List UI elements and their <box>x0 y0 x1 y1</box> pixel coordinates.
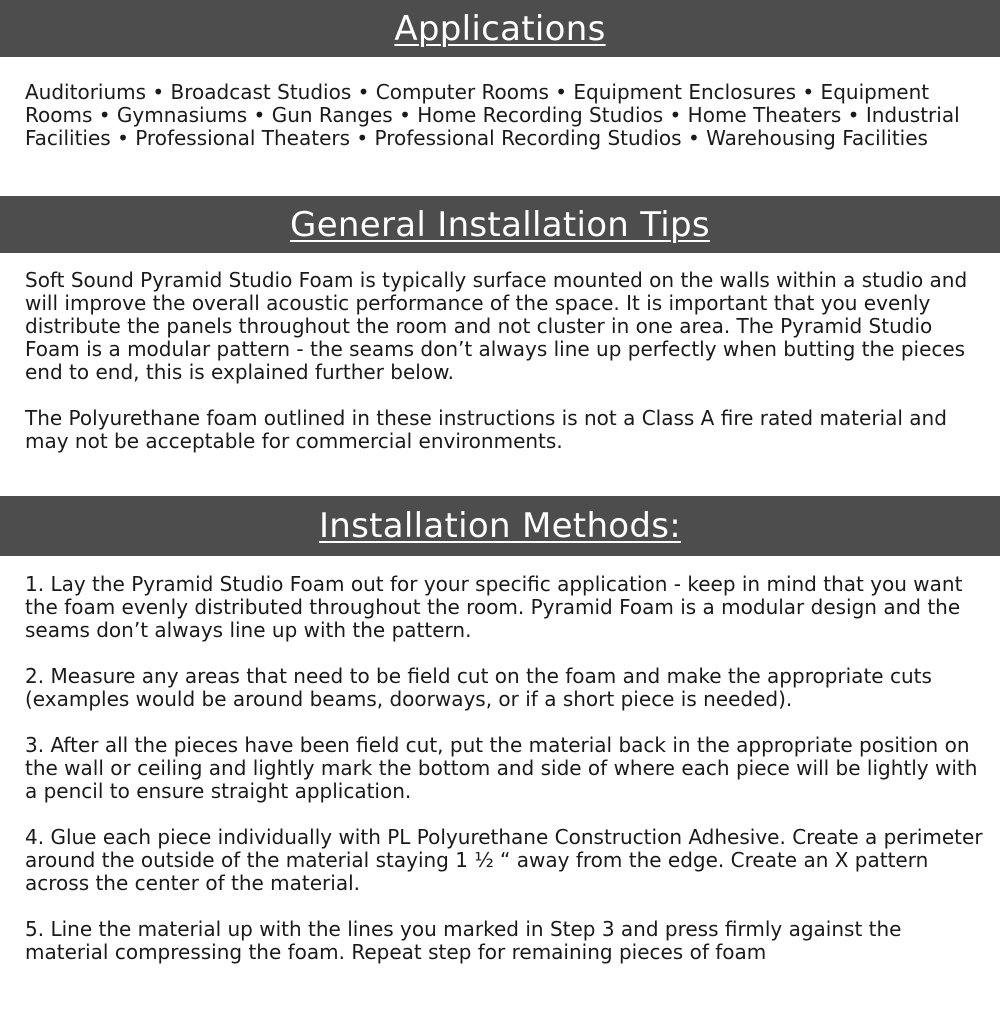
general-tips-paragraph: Soft Sound Pyramid Studio Foam is typically surface mounted on the walls within a studio and will improve the overall acoustic performance of the space. It is important that you evenly distribute the panels throughout the room and not cluster in one area. The Pyramid Studio Foam is a modular pattern - the seams don’t always line up perfectly when butting the pieces end to end, this is explained further below. <box>25 268 968 384</box>
applications-heading: Applications <box>394 8 606 49</box>
general-tips-body <box>25 269 990 453</box>
applications-list: Auditoriums • Broadcast Studios • Computer Rooms • Equipment Enclosures • Equipment Rooms • Gymnasiums • Gun Ranges • Home Recording Studios • Home Theaters • Industrial Facilities • Professional Theaters • Professional Recording Studios • Warehousing Facilities <box>25 80 960 150</box>
general-tips-heading: General Installation Tips <box>290 204 710 245</box>
methods-heading: Installation Methods: <box>318 506 682 546</box>
applications-header-band <box>0 0 1000 57</box>
method-step: 3. After all the pieces have been field cut, put the material back in the appropriate position on the wall or ceiling and lightly mark the bottom and side of where each piece will be lightly with a pencil to ensure straight application. <box>25 733 978 803</box>
methods-steps <box>25 573 990 964</box>
general-tips-paragraph: The Polyurethane foam outlined in these instructions is not a Class A fire rated material and may not be acceptable for commercial environments. <box>25 406 947 453</box>
method-step: 2. Measure any areas that need to be field cut on the foam and make the appropriate cuts (examples would be around beams, doorways, or if a short piece is needed). <box>25 664 932 711</box>
general-tips-header-band <box>0 196 1000 253</box>
method-step: 5. Line the material up with the lines you marked in Step 3 and press firmly against the material compressing the foam. Repeat step for remaining pieces of foam <box>25 917 902 964</box>
method-step: 4. Glue each piece individually with PL Polyurethane Construction Adhesive. Create a perimeter around the outside of the material staying 1 ½ “ away from the edge. Create an X pattern across the center of the material. <box>25 825 983 895</box>
methods-header-band <box>0 496 1000 556</box>
method-step: 1. Lay the Pyramid Studio Foam out for your specific application - keep in mind that you want the foam evenly distributed throughout the room. Pyramid Foam is a modular design and the seams don’t always line up with the pattern. <box>25 572 963 642</box>
